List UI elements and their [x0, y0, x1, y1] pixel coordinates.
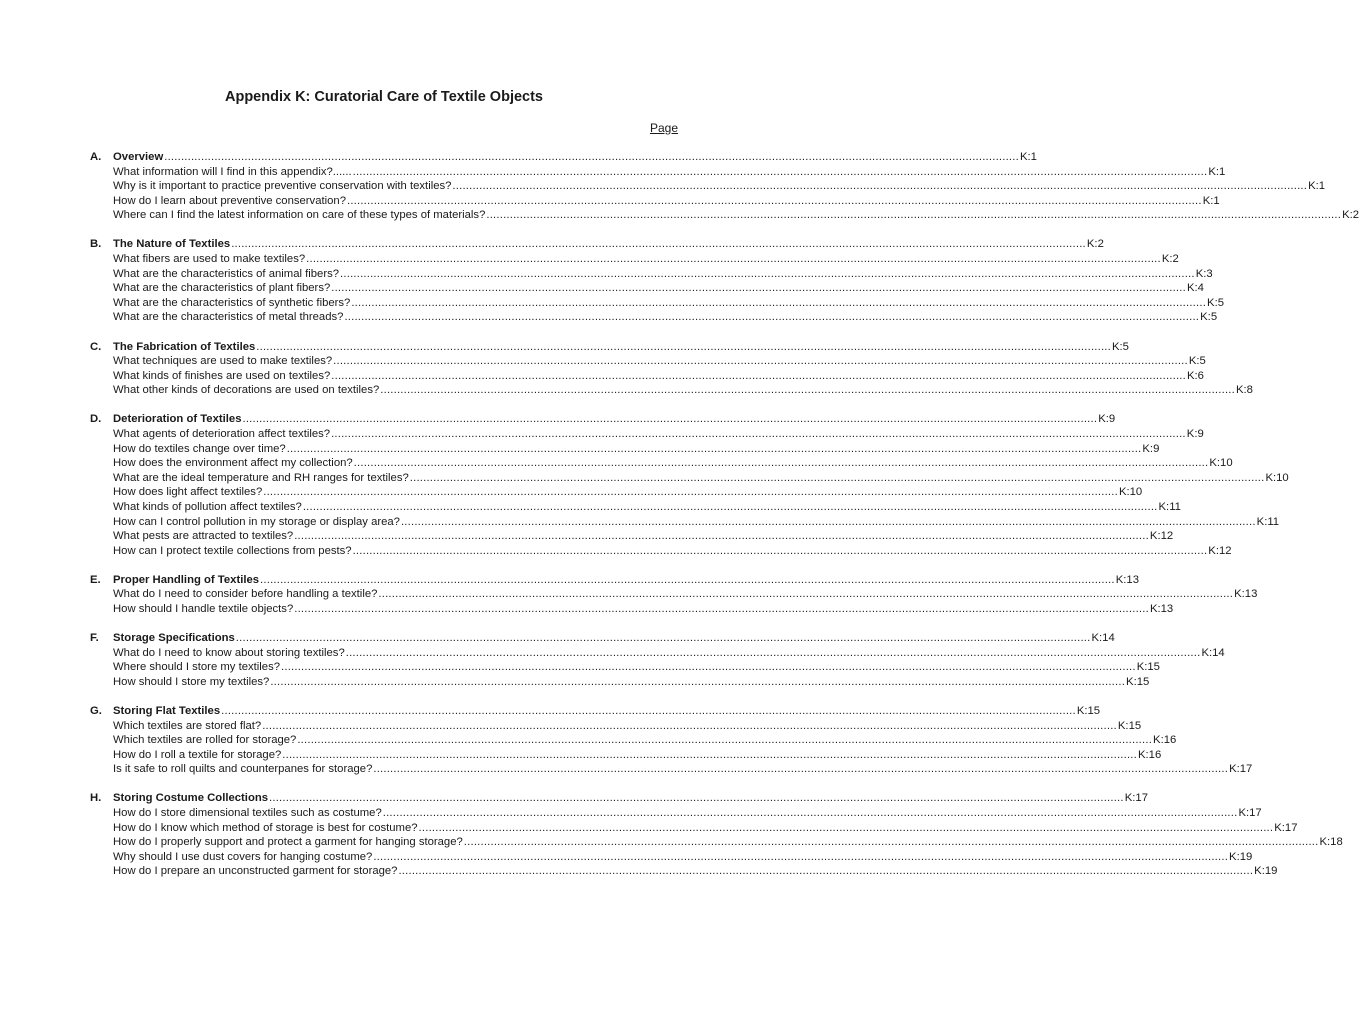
page-number: K:1 — [1208, 165, 1226, 178]
entry-text: What agents of deterioration affect textiles? — [113, 428, 331, 440]
toc-section-heading-row — [90, 704, 1101, 719]
toc-entry — [90, 850, 1253, 865]
page-number: K:9 — [1098, 413, 1116, 426]
dot-leader — [486, 208, 1341, 223]
dot-leader — [260, 573, 1115, 588]
page-number: K:19 — [1229, 850, 1253, 863]
toc-entry — [90, 602, 1174, 617]
dot-leader — [398, 864, 1253, 879]
section-letter: H. — [90, 792, 102, 805]
section-heading: Storing Flat Textiles — [113, 705, 221, 717]
dot-leader — [378, 587, 1233, 602]
page-number: K:17 — [1229, 763, 1253, 776]
toc-section — [90, 237, 1225, 325]
dot-leader — [331, 427, 1186, 442]
page-number: K:5 — [1111, 340, 1129, 353]
page-number: K:13 — [1149, 603, 1174, 616]
page-column-header: Page — [649, 121, 678, 135]
toc-entry — [90, 383, 1253, 398]
entry-text: What techniques are used to make textiles? — [113, 355, 333, 368]
toc-entry — [90, 660, 1160, 675]
toc-entry — [90, 252, 1179, 267]
entry-text: What kinds of finishes are used on textiles? — [113, 369, 331, 382]
entry-text: How do I know which method of storage is best for costume? — [113, 821, 418, 834]
toc-entry — [90, 587, 1258, 602]
entry-text: How do I properly support and protect a garment for hanging storage? — [113, 836, 463, 849]
entry-text: Where can I find the latest information on care of these types of materials? — [113, 209, 486, 222]
toc-entry — [90, 369, 1204, 384]
dot-leader — [242, 412, 1097, 427]
toc-entry — [90, 267, 1213, 282]
page-number: K:12 — [1208, 544, 1232, 557]
page-number: K:16 — [1153, 734, 1177, 747]
dot-leader — [262, 719, 1117, 734]
page-number: K:14 — [1091, 632, 1115, 645]
dot-leader — [306, 252, 1161, 267]
page-number: K:15 — [1126, 675, 1150, 688]
entry-text: Why is it important to practice preventive conservation with textiles? — [113, 180, 452, 193]
toc-entry — [90, 646, 1225, 661]
toc-entry — [90, 806, 1262, 821]
section-heading: The Nature of Textiles — [113, 238, 231, 251]
page-number: K:15 — [1136, 661, 1160, 674]
toc-section — [90, 340, 1253, 398]
toc-entry — [90, 310, 1218, 325]
toc-entry — [90, 529, 1174, 544]
toc-entry — [90, 748, 1162, 763]
dot-leader — [331, 369, 1186, 384]
page-number: K:1 — [1019, 151, 1037, 163]
entry-text: Which textiles are rolled for storage? — [113, 734, 297, 747]
entry-text: How should I handle textile objects? — [113, 603, 294, 616]
dot-leader — [344, 310, 1199, 325]
dot-leader — [294, 602, 1149, 617]
page-number: K:11 — [1256, 515, 1280, 528]
toc-entry — [90, 456, 1233, 471]
toc-entry — [90, 208, 1360, 223]
entry-text: What are the characteristics of animal fibers? — [113, 267, 340, 280]
dot-leader — [331, 281, 1186, 296]
toc-entry — [90, 281, 1204, 296]
entry-text: How does the environment affect my collection? — [113, 457, 353, 470]
dot-leader — [164, 150, 1019, 165]
section-letter: B. — [90, 238, 102, 251]
toc-entry — [90, 835, 1343, 850]
toc-section — [90, 704, 1253, 777]
entry-text: What other kinds of decorations are used on textiles? — [113, 384, 380, 397]
toc-section-heading-row — [90, 150, 1037, 165]
page-number: K:5 — [1200, 311, 1218, 324]
dot-leader — [294, 529, 1149, 544]
toc-section — [90, 412, 1289, 558]
toc-section — [90, 631, 1225, 689]
toc-section-heading-row — [90, 631, 1115, 646]
page-number: K:17 — [1124, 792, 1148, 805]
dot-leader — [303, 500, 1158, 515]
entry-text: How can I protect textile collections from pests? — [113, 544, 352, 557]
dot-leader — [383, 806, 1238, 821]
dot-leader — [353, 544, 1208, 559]
toc-entry — [90, 719, 1142, 734]
toc-section — [90, 791, 1343, 879]
section-heading: Overview — [113, 151, 164, 163]
page-number: K:3 — [1195, 267, 1213, 280]
entry-text: How should I store my textiles? — [113, 675, 270, 688]
dot-leader — [231, 237, 1086, 252]
page-number: K:13 — [1234, 588, 1258, 601]
toc-entry — [90, 500, 1181, 515]
page-number: K:13 — [1115, 573, 1139, 586]
dot-leader — [373, 762, 1228, 777]
entry-text: Which textiles are stored flat? — [113, 719, 262, 732]
section-heading: Storage Specifications — [113, 632, 235, 645]
dot-leader — [373, 850, 1228, 865]
section-letter: E. — [90, 573, 101, 586]
entry-text: What information will I find in this appendix?...... — [113, 165, 352, 178]
entry-text: How do I store dimensional textiles such as costume? — [113, 807, 382, 820]
entry-text: How can I control pollution in my storage or display area? — [113, 515, 400, 528]
toc-section-heading-row — [90, 573, 1139, 588]
toc-section-heading-row — [90, 412, 1116, 427]
toc-entry — [90, 179, 1326, 194]
section-letter: D. — [90, 413, 102, 426]
section-letter: A. — [90, 151, 102, 163]
section-letter: C. — [90, 340, 102, 353]
dot-leader — [419, 821, 1274, 836]
page-number: K:9 — [1142, 442, 1160, 455]
page-number: K:6 — [1186, 369, 1204, 382]
toc-section-heading-row — [90, 237, 1104, 252]
entry-text: How does light affect textiles? — [113, 486, 263, 499]
dot-leader — [256, 340, 1111, 355]
entry-text: What are the characteristics of metal threads? — [113, 311, 344, 324]
toc-entry — [90, 762, 1253, 777]
page-number: K:14 — [1201, 646, 1225, 659]
section-heading: The Fabrication of Textiles — [113, 340, 256, 353]
dot-leader — [354, 456, 1209, 471]
toc-entry — [90, 165, 1226, 180]
toc-entry — [90, 354, 1206, 369]
toc-entry — [90, 733, 1177, 748]
document-title: Appendix K: Curatorial Care of Textile Objects — [225, 89, 543, 105]
dot-leader — [347, 194, 1202, 209]
dot-leader — [452, 179, 1307, 194]
toc-entry — [90, 296, 1225, 311]
toc-section — [90, 573, 1258, 617]
page-number: K:10 — [1209, 457, 1233, 470]
page-number: K:17 — [1274, 821, 1298, 834]
entry-text: What are the characteristics of synthetic fibers? — [113, 296, 351, 309]
dot-leader — [333, 354, 1188, 369]
page-number: K:2 — [1342, 209, 1360, 222]
toc-entry — [90, 485, 1143, 500]
toc-section-heading-row — [90, 340, 1129, 355]
section-letter: F. — [90, 632, 99, 645]
page-number: K:2 — [1086, 238, 1104, 251]
entry-text: What do I need to know about storing textiles? — [113, 646, 345, 659]
entry-text: How do I learn about preventive conservation? — [113, 194, 346, 207]
section-heading: Storing Costume Collections — [113, 792, 269, 805]
dot-leader — [236, 631, 1091, 646]
dot-leader — [221, 704, 1076, 719]
entry-text: Where should I store my textiles? — [113, 661, 281, 674]
entry-text: Is it safe to roll quilts and counterpanes for storage? — [113, 763, 373, 776]
page-number: K:1 — [1308, 180, 1326, 193]
toc-entry — [90, 864, 1278, 879]
page-number: K:9 — [1186, 428, 1204, 440]
page-number: K:18 — [1319, 836, 1343, 849]
page-number: K:19 — [1254, 865, 1278, 878]
dot-leader — [282, 748, 1137, 763]
page-number: K:4 — [1186, 282, 1204, 295]
entry-text: How do I roll a textile for storage? — [113, 748, 282, 761]
toc-entry — [90, 675, 1150, 690]
dot-leader — [410, 471, 1265, 486]
entry-text: How do textiles change over time? — [113, 442, 286, 455]
dot-leader — [353, 165, 1208, 180]
entry-text: Why should I use dust covers for hanging costume? — [113, 850, 373, 863]
entry-text: What are the characteristics of plant fibers? — [113, 282, 331, 295]
dot-leader — [464, 835, 1319, 850]
toc-section — [90, 150, 1360, 223]
page-number: K:8 — [1235, 384, 1253, 397]
page-number: K:10 — [1118, 486, 1143, 499]
section-heading: Deterioration of Textiles — [113, 413, 242, 426]
dot-leader — [287, 442, 1142, 457]
entry-text: What kinds of pollution affect textiles? — [113, 500, 302, 513]
dot-leader — [380, 383, 1235, 398]
entry-text: What do I need to consider before handling a textile? — [113, 588, 378, 601]
section-heading: Proper Handling of Textiles — [113, 573, 260, 586]
dot-leader — [401, 515, 1256, 530]
toc-entry — [90, 515, 1280, 530]
dot-leader — [270, 675, 1125, 690]
entry-text: What pests are attracted to textiles? — [113, 530, 294, 543]
toc-section-heading-row — [90, 791, 1148, 806]
page-number: K:15 — [1076, 705, 1101, 717]
toc-entry — [90, 471, 1289, 486]
page-number: K:16 — [1137, 748, 1162, 761]
dot-leader — [263, 485, 1118, 500]
page-number: K:11 — [1158, 500, 1181, 513]
toc-entry — [90, 821, 1298, 836]
dot-leader — [340, 267, 1195, 282]
entry-text: What fibers are used to make textiles? — [113, 253, 306, 266]
toc-entry — [90, 544, 1232, 559]
page-number: K:17 — [1238, 807, 1262, 820]
dot-leader — [346, 646, 1201, 661]
toc-entry — [90, 194, 1220, 209]
dot-leader — [269, 791, 1124, 806]
entry-text: What are the ideal temperature and RH ranges for textiles? — [113, 471, 409, 484]
dot-leader — [351, 296, 1206, 311]
table-of-contents — [90, 150, 1360, 894]
page-number: K:10 — [1265, 471, 1289, 484]
dot-leader — [281, 660, 1136, 675]
page-number: K:1 — [1202, 194, 1220, 207]
page-number: K:15 — [1117, 719, 1142, 732]
page-number: K:12 — [1149, 530, 1174, 543]
page-number: K:2 — [1161, 253, 1179, 266]
toc-entry — [90, 442, 1160, 457]
toc-entry — [90, 427, 1204, 442]
entry-text: How do I prepare an unconstructed garment for storage? — [113, 865, 398, 878]
dot-leader — [297, 733, 1152, 748]
page-number: K:5 — [1207, 296, 1225, 309]
page-number: K:5 — [1188, 355, 1206, 368]
section-letter: G. — [90, 705, 102, 717]
